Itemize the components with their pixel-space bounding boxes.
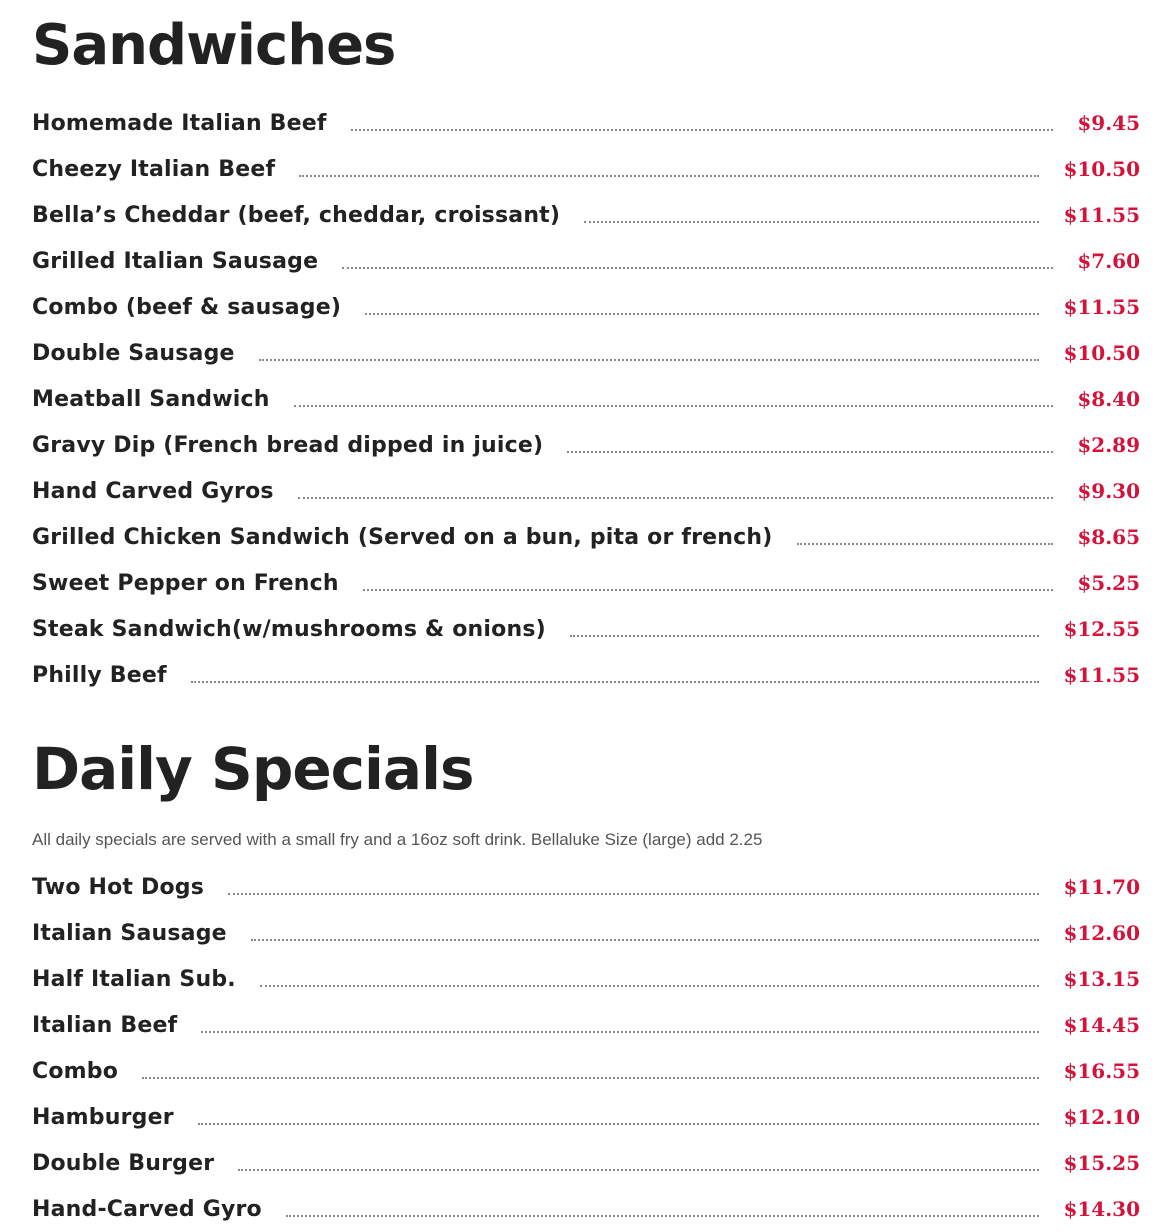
menu-item-name: Steak Sandwich(w/mushrooms & onions) [32,616,546,642]
dotted-leader [251,939,1040,941]
menu-item-name: Italian Sausage [32,920,227,946]
menu-item [32,330,1140,376]
menu-item [32,514,1140,560]
menu-item-price: $13.15 [1063,967,1140,991]
menu-item [32,100,1140,146]
menu-item-name: Two Hot Dogs [32,874,205,900]
menu-item [32,560,1140,606]
menu-item [32,192,1140,238]
menu-item-price: $11.55 [1063,203,1140,227]
menu-item [32,238,1140,284]
menu-item-name: Double Burger [32,1150,215,1176]
menu-item-price: $12.10 [1063,1105,1140,1129]
menu-item-price: $8.40 [1077,387,1140,411]
dotted-leader [201,1031,1039,1033]
menu-item-price: $14.45 [1063,1013,1140,1037]
dotted-leader [363,589,1054,591]
menu-item [32,146,1140,192]
menu-item [32,652,1140,698]
menu-item-name: Homemade Italian Beef [32,110,327,136]
dotted-leader [797,543,1054,545]
dotted-leader [567,451,1053,453]
menu-item-price: $5.25 [1077,571,1140,595]
menu-item-price: $9.30 [1077,479,1140,503]
menu-item-name: Grilled Chicken Sandwich (Served on a bun, pita or french) [32,524,773,550]
menu-item [32,1048,1140,1094]
dotted-leader [259,359,1040,361]
dotted-leader [294,405,1054,407]
menu-item [32,1094,1140,1140]
menu-item-price: $15.25 [1063,1151,1140,1175]
dotted-leader [238,1169,1039,1171]
menu-item-price: $16.55 [1063,1059,1140,1083]
sandwiches-heading: Sandwiches [32,13,396,78]
menu-item-name: Cheezy Italian Beef [32,156,276,182]
menu-item-price: $11.55 [1063,295,1140,319]
menu-item-name: Hamburger [32,1104,174,1130]
menu-item-price: $12.60 [1063,921,1140,945]
dotted-leader [286,1215,1040,1217]
dotted-leader [228,893,1039,895]
sandwich-menu-list [32,100,1140,698]
menu-item-price: $10.50 [1063,341,1140,365]
menu-item-name: Double Sausage [32,340,235,366]
menu-item-price: $14.30 [1063,1197,1140,1221]
menu-item-name: Bella’s Cheddar (beef, cheddar, croissant) [32,202,561,228]
menu-item [32,956,1140,1002]
menu-item-name: Half Italian Sub. [32,966,236,992]
daily-specials-heading: Daily Specials [32,735,474,803]
daily-specials-note: All daily specials are served with a small fry and a 16oz soft drink. Bellaluke Size (large) add 2.25 [32,830,763,849]
menu-item-price: $11.55 [1063,663,1140,687]
dotted-leader [198,1123,1040,1125]
menu-item-price: $8.65 [1077,525,1140,549]
menu-item-name: Meatball Sandwich [32,386,270,412]
menu-item-price: $7.60 [1077,249,1140,273]
menu-item-name: Hand Carved Gyros [32,478,274,504]
menu-item-price: $11.70 [1063,875,1140,899]
dotted-leader [191,681,1040,683]
dotted-leader [299,175,1039,177]
menu-item [32,468,1140,514]
dotted-leader [142,1077,1039,1079]
menu-item-name: Gravy Dip (French bread dipped in juice) [32,432,544,458]
menu-item [32,910,1140,956]
menu-item [32,1002,1140,1048]
menu-item-price: $12.55 [1063,617,1140,641]
menu-item-name: Italian Beef [32,1012,178,1038]
dotted-leader [298,497,1054,499]
menu-item-name: Combo [32,1058,119,1084]
dotted-leader [351,129,1054,131]
menu-item-name: Hand-Carved Gyro [32,1196,262,1222]
menu-item [32,1186,1140,1232]
menu-item-name: Grilled Italian Sausage [32,248,319,274]
menu-item-name: Sweet Pepper on French [32,570,339,596]
menu-item [32,606,1140,652]
daily-specials-menu-list [32,864,1140,1232]
menu-item [32,864,1140,910]
dotted-leader [584,221,1039,223]
menu-item [32,1140,1140,1186]
menu-item-price: $9.45 [1077,111,1140,135]
dotted-leader [342,267,1053,269]
menu-item-name: Philly Beef [32,662,167,688]
menu-item-price: $2.89 [1077,433,1140,457]
menu-item-name: Combo (beef & sausage) [32,294,342,320]
menu-item-price: $10.50 [1063,157,1140,181]
menu-item [32,422,1140,468]
dotted-leader [365,313,1039,315]
dotted-leader [570,635,1040,637]
dotted-leader [260,985,1040,987]
menu-item [32,284,1140,330]
menu-item [32,376,1140,422]
